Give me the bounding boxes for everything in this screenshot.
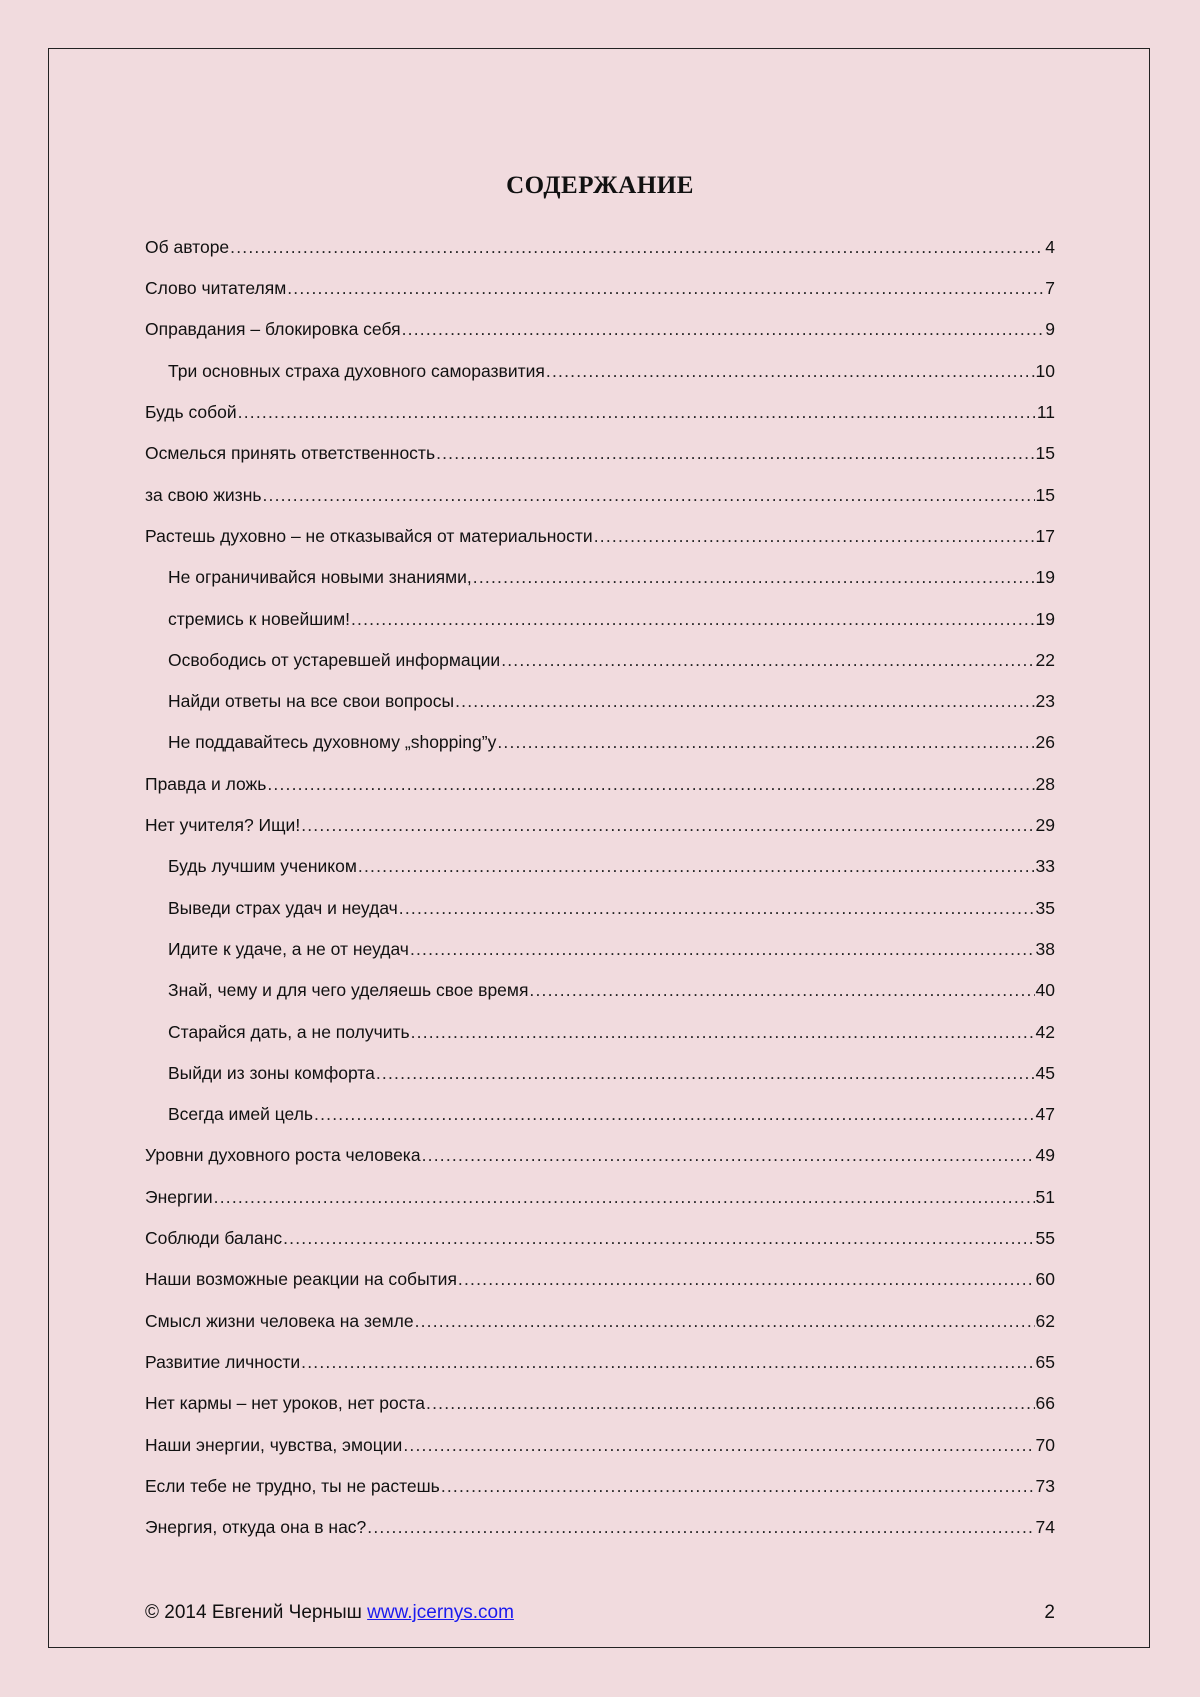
toc-entry-label: Об авторе — [145, 236, 230, 257]
toc-entry[interactable] — [145, 392, 1055, 433]
toc-dot-leader — [287, 280, 1044, 298]
toc-entry-page: 19 — [1035, 608, 1055, 629]
toc-entry-page: 4 — [1045, 236, 1055, 257]
toc-entry-label: Старайся дать, а не получить — [168, 1021, 410, 1042]
toc-entry[interactable] — [145, 929, 1055, 970]
toc-entry-label: Нет учителя? Ищи! — [145, 815, 301, 836]
toc-entry-page: 9 — [1045, 319, 1055, 340]
toc-dot-leader — [358, 858, 1035, 876]
toc-entry-page: 60 — [1035, 1269, 1055, 1290]
toc-entry-label: Смысл жизни человека на земле — [145, 1310, 414, 1331]
toc-entry-label: Наши энергии, чувства, эмоции — [145, 1434, 403, 1455]
toc-entry-label: Будь лучшим учеником — [168, 856, 357, 877]
toc-dot-leader — [594, 528, 1035, 546]
toc-entry-page: 17 — [1035, 525, 1055, 546]
toc-entry-page: 51 — [1035, 1186, 1055, 1207]
toc-entry[interactable] — [145, 1177, 1055, 1218]
toc-entry-label: Нет кармы – нет уроков, нет роста — [145, 1393, 426, 1414]
footer-copyright: © 2014 Евгений Черныш — [145, 1602, 368, 1623]
toc-entry-label: Знай, чему и для чего уделяешь свое время — [168, 980, 529, 1001]
toc-entry-page: 74 — [1035, 1517, 1055, 1538]
toc-dot-leader — [402, 321, 1045, 339]
toc-entry[interactable] — [145, 1466, 1055, 1507]
toc-entry-label: Не поддавайтесь духовному „shopping”у — [168, 732, 497, 753]
toc-entry-page: 11 — [1036, 402, 1055, 423]
toc-dot-leader — [497, 734, 1034, 752]
toc-entry-label: Не ограничивайся новыми знаниями, — [168, 567, 472, 588]
toc-dot-leader — [546, 363, 1035, 381]
toc-dot-leader — [426, 1395, 1035, 1413]
toc-dot-leader — [415, 1313, 1035, 1331]
toc-entry-page: 7 — [1045, 278, 1055, 299]
toc-entry-page: 55 — [1035, 1228, 1055, 1249]
toc-entry-label: Идите к удаче, а не от неудач — [168, 938, 409, 959]
toc-entry[interactable] — [145, 681, 1055, 722]
toc-dot-leader — [376, 1065, 1035, 1083]
toc-entry-label: Слово читателям — [145, 278, 287, 299]
toc-entry[interactable] — [145, 1094, 1055, 1135]
toc-dot-leader — [411, 1024, 1035, 1042]
toc-entry[interactable] — [145, 846, 1055, 887]
toc-dot-leader — [283, 1230, 1034, 1248]
toc-entry-page: 38 — [1035, 938, 1055, 959]
toc-entry-page: 35 — [1035, 897, 1055, 918]
toc-entry-label: Если тебе не трудно, ты не растешь — [145, 1475, 440, 1496]
toc-dot-leader — [214, 1189, 1035, 1207]
toc-dot-leader — [314, 1106, 1034, 1124]
toc-dot-leader — [458, 1271, 1035, 1289]
toc-entry[interactable] — [145, 310, 1055, 351]
toc-list — [145, 227, 1055, 1549]
toc-entry-page: 66 — [1035, 1393, 1055, 1414]
toc-entry[interactable] — [145, 1218, 1055, 1259]
toc-entry-page: 15 — [1035, 443, 1055, 464]
toc-entry-page: 42 — [1035, 1021, 1055, 1042]
website-link[interactable]: www.jcernys.com — [367, 1602, 514, 1623]
toc-entry[interactable] — [145, 764, 1055, 805]
toc-entry[interactable] — [145, 805, 1055, 846]
toc-entry-label: Всегда имей цель — [168, 1104, 314, 1125]
toc-entry-label: за свою жизнь — [145, 484, 262, 505]
toc-entry[interactable] — [145, 1301, 1055, 1342]
toc-dot-leader — [301, 817, 1034, 835]
toc-entry[interactable] — [145, 640, 1055, 681]
toc-dot-leader — [441, 1478, 1035, 1496]
toc-entry-label: Освободись от устаревшей информации — [168, 649, 501, 670]
toc-entry[interactable] — [145, 723, 1055, 764]
toc-entry-page: 23 — [1035, 691, 1055, 712]
toc-dot-leader — [422, 1147, 1035, 1165]
toc-entry-label: стремись к новейшим! — [168, 608, 350, 629]
toc-entry[interactable] — [145, 888, 1055, 929]
toc-entry[interactable] — [145, 599, 1055, 640]
toc-entry-page: 29 — [1035, 815, 1055, 836]
toc-entry[interactable] — [145, 1053, 1055, 1094]
toc-entry-label: Развитие личности — [145, 1351, 301, 1372]
toc-entry[interactable] — [145, 1342, 1055, 1383]
toc-entry[interactable] — [145, 433, 1055, 474]
toc-entry-page: 45 — [1035, 1062, 1055, 1083]
toc-dot-leader — [403, 1437, 1034, 1455]
toc-entry-page: 49 — [1035, 1145, 1055, 1166]
toc-dot-leader — [262, 487, 1034, 505]
toc-dot-leader — [455, 693, 1034, 711]
toc-dot-leader — [267, 776, 1034, 794]
toc-entry-label: Растешь духовно – не отказывайся от материальности — [145, 525, 593, 546]
toc-entry-label: Будь собой — [145, 402, 237, 423]
toc-dot-leader — [238, 404, 1036, 422]
toc-entry-page: 10 — [1035, 360, 1055, 381]
toc-entry-label: Энергия, откуда она в нас? — [145, 1517, 367, 1538]
toc-dot-leader — [410, 941, 1035, 959]
toc-entry-label: Правда и ложь — [145, 773, 267, 794]
toc-entry[interactable] — [145, 1425, 1055, 1466]
toc-entry-page: 22 — [1035, 649, 1055, 670]
toc-entry-label: Выведи страх удач и неудач — [168, 897, 398, 918]
toc-entry[interactable] — [145, 970, 1055, 1011]
toc-entry-page: 70 — [1035, 1434, 1055, 1455]
toc-entry[interactable] — [145, 1136, 1055, 1177]
toc-dot-leader — [501, 652, 1034, 670]
toc-entry-page: 28 — [1035, 773, 1055, 794]
toc-title: СОДЕРЖАНИЕ — [506, 172, 694, 199]
toc-entry-page: 47 — [1035, 1104, 1055, 1125]
toc-dot-leader — [529, 982, 1034, 1000]
toc-entry[interactable] — [145, 227, 1055, 268]
toc-entry-page: 26 — [1035, 732, 1055, 753]
toc-entry[interactable] — [145, 1259, 1055, 1300]
toc-entry-page: 33 — [1035, 856, 1055, 877]
toc-entry-label: Наши возможные реакции на события — [145, 1269, 457, 1290]
page-footer — [145, 1600, 1055, 1626]
toc-entry-label: Уровни духовного роста человека — [145, 1145, 421, 1166]
toc-entry-label: Осмелься принять ответственность — [145, 443, 436, 464]
toc-entry[interactable] — [145, 268, 1055, 309]
toc-entry-page: 19 — [1035, 567, 1055, 588]
toc-dot-leader — [436, 445, 1034, 463]
toc-entry-label: Выйди из зоны комфорта — [168, 1062, 375, 1083]
toc-entry[interactable] — [145, 475, 1055, 516]
toc-entry-page: 73 — [1035, 1475, 1055, 1496]
toc-dot-leader — [473, 569, 1035, 587]
toc-entry-page: 65 — [1035, 1351, 1055, 1372]
toc-entry-label: Три основных страха духовного саморазвития — [168, 360, 545, 381]
toc-entry[interactable] — [145, 351, 1055, 392]
toc-entry[interactable] — [145, 557, 1055, 598]
toc-dot-leader — [351, 611, 1035, 629]
toc-entry-label: Оправдания – блокировка себя — [145, 319, 401, 340]
toc-dot-leader — [399, 900, 1035, 918]
toc-entry-label: Энергии — [145, 1186, 213, 1207]
toc-entry-page: 62 — [1035, 1310, 1055, 1331]
toc-dot-leader — [230, 239, 1044, 257]
toc-entry-page: 15 — [1035, 484, 1055, 505]
toc-entry[interactable] — [145, 516, 1055, 557]
toc-entry[interactable] — [145, 1507, 1055, 1548]
toc-entry-label: Соблюди баланс — [145, 1228, 283, 1249]
toc-entry[interactable] — [145, 1012, 1055, 1053]
toc-entry[interactable] — [145, 1383, 1055, 1424]
toc-dot-leader — [301, 1354, 1034, 1372]
toc-entry-page: 40 — [1035, 980, 1055, 1001]
toc-entry-label: Найди ответы на все свои вопросы — [168, 691, 455, 712]
footer-page-number: 2 — [1044, 1602, 1055, 1623]
toc-dot-leader — [367, 1519, 1034, 1537]
